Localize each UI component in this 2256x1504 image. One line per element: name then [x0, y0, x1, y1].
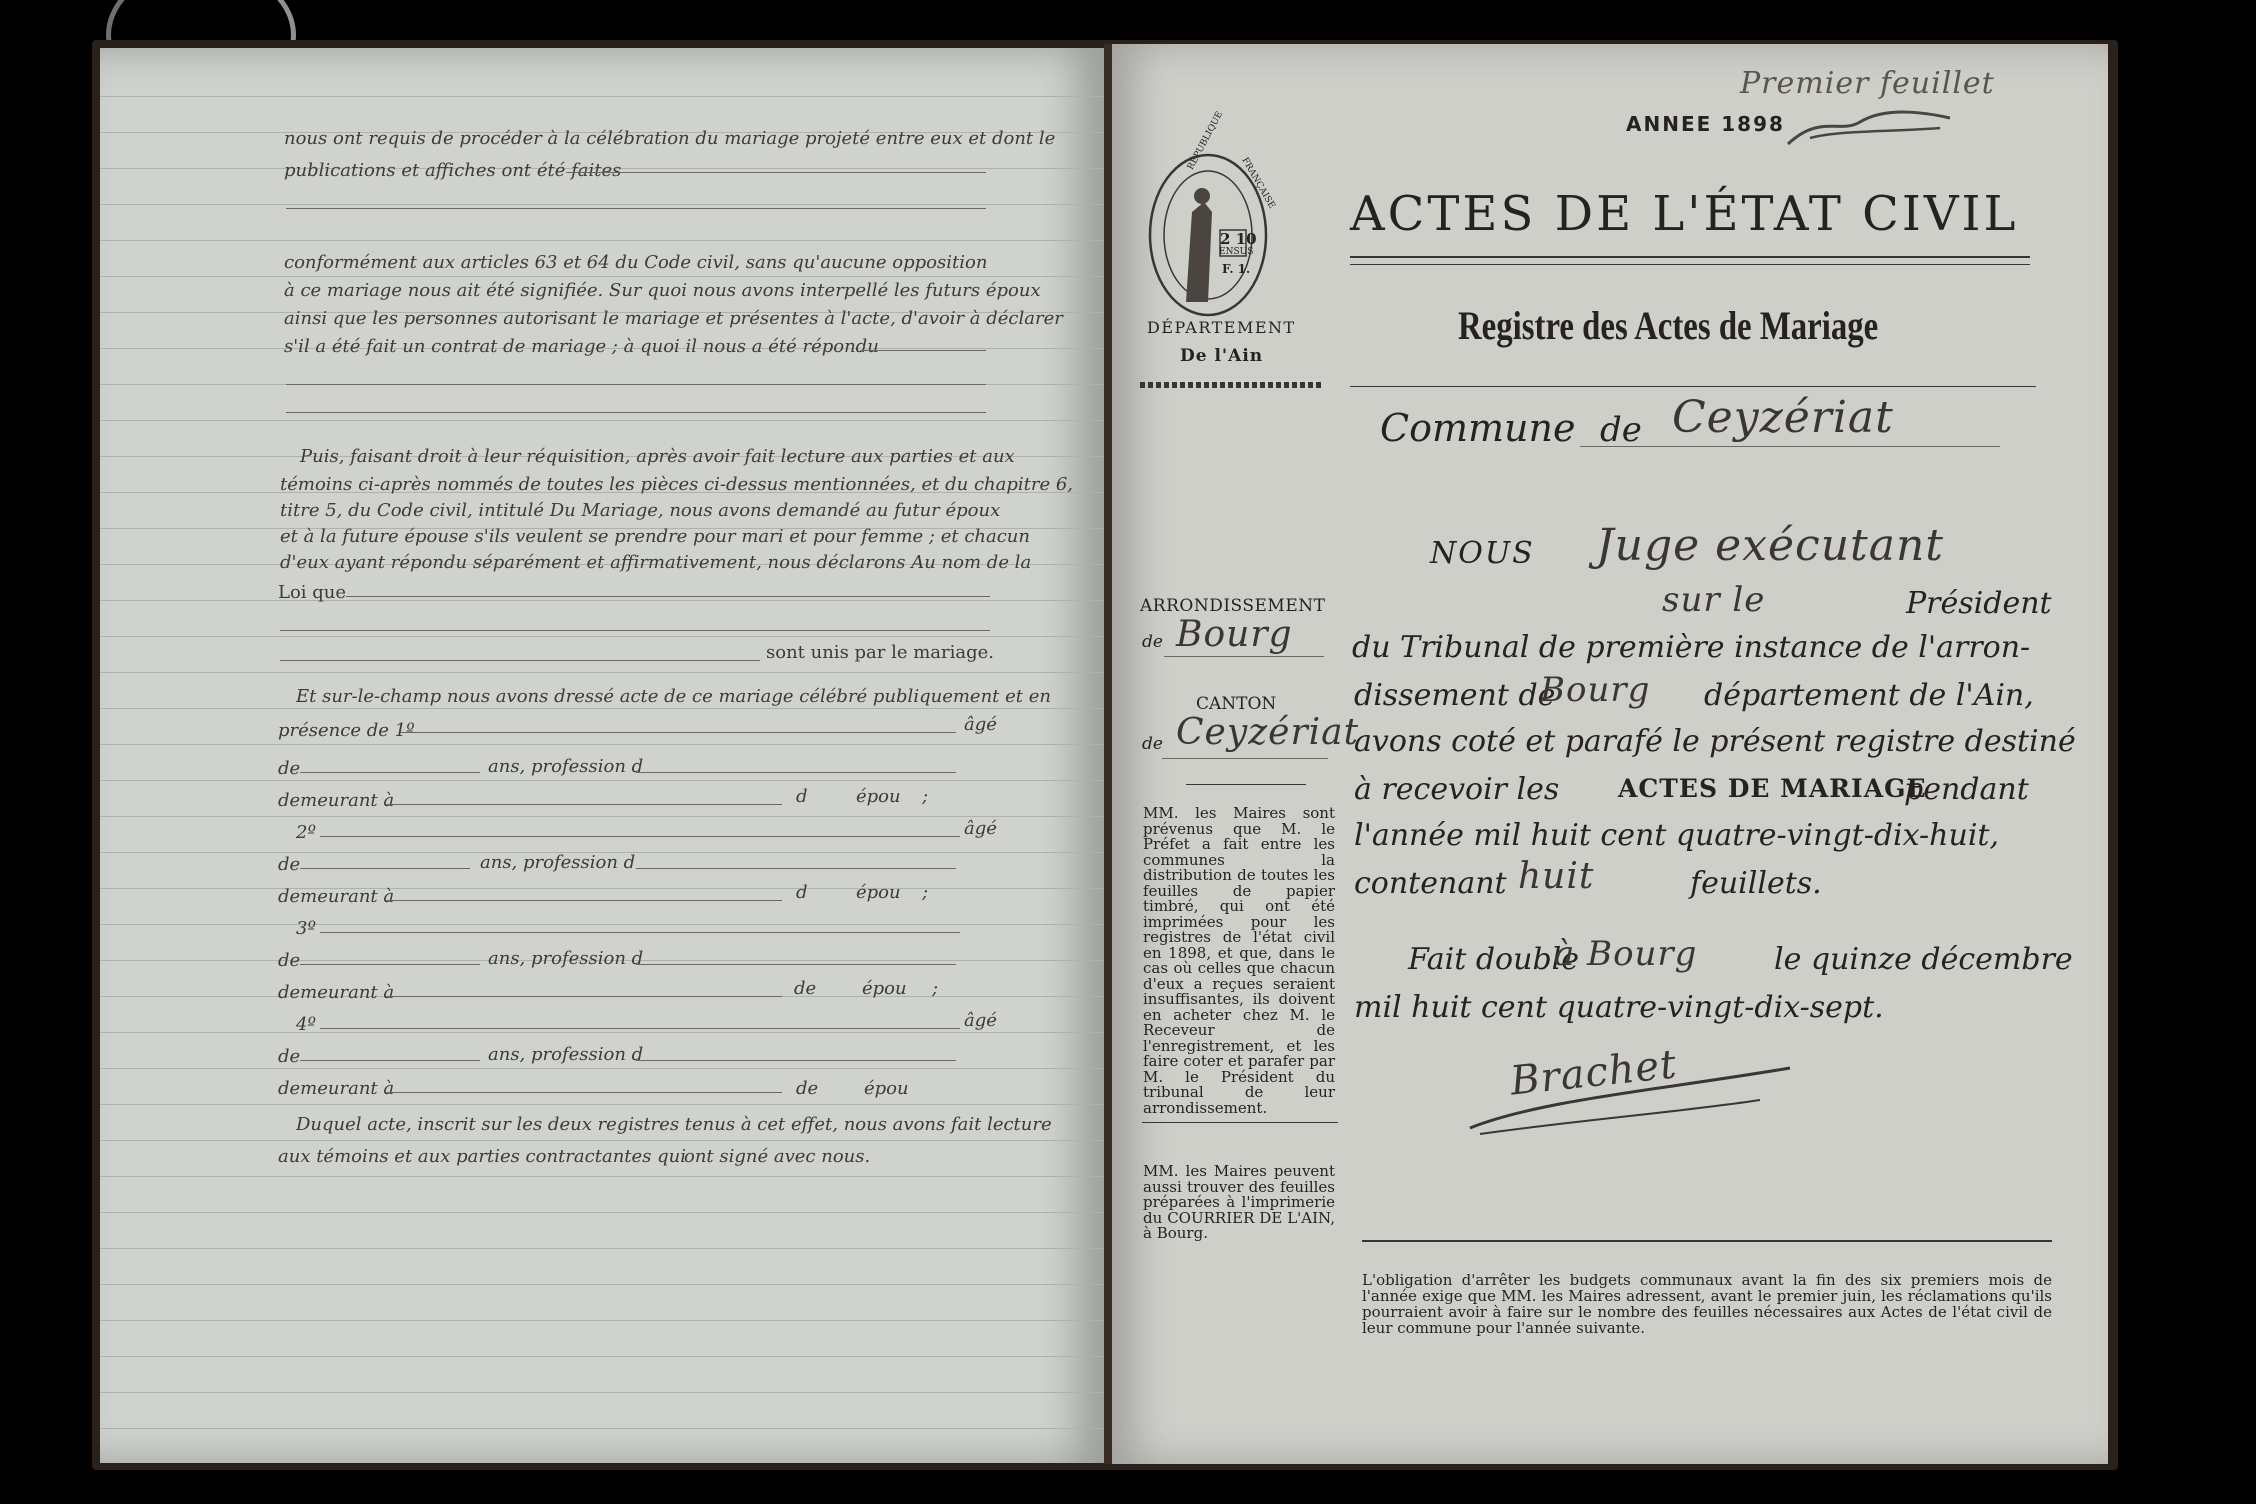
- footer-rule: [1362, 1240, 2052, 1242]
- body-line-4b: pendant: [1904, 772, 2029, 807]
- witness-1-epou: épou: [856, 786, 901, 807]
- nous-handwritten-2: sur le: [1662, 580, 1766, 620]
- left-line-2: publications et affiches ont été faites: [284, 160, 622, 181]
- para2-line-4: s'il a été fait un contrat de mariage ; à quoi il nous a été répondu: [284, 336, 879, 357]
- handwritten-premier-feuillet: Premier feuillet: [1740, 66, 1995, 101]
- left-line-1: nous ont requis de procéder à la célébration du mariage projeté entre eux et dont le: [284, 128, 1056, 149]
- fill-line: [386, 996, 782, 997]
- fill-line: [286, 208, 986, 209]
- fill-line: [636, 772, 956, 773]
- main-title: ACTES DE L'ÉTAT CIVIL: [1350, 186, 2019, 242]
- para3-line-1: Puis, faisant droit à leur réquisition, après avoir fait lecture aux parties et aux: [300, 446, 1015, 467]
- witness-2-d: d: [796, 882, 808, 903]
- register-subtitle: Registre des Actes de Mariage: [1458, 303, 1879, 348]
- stamp-unit: ENSUS: [1219, 247, 1254, 257]
- witness-3-demeurant: demeurant à: [278, 982, 395, 1003]
- witness-3-epou: épou: [862, 978, 907, 999]
- witness-2-de: de: [278, 854, 301, 875]
- witness-1-profession: ans, profession d: [488, 756, 644, 777]
- nous-handwritten-1: Juge exécutant: [1596, 520, 1944, 571]
- arrondissement-de: de: [1142, 632, 1163, 652]
- closing-line-2: aux témoins et aux parties contractantes qui: [278, 1146, 686, 1167]
- witness-4-profession: ans, profession d: [488, 1044, 644, 1065]
- witness-1-demeurant: demeurant à: [278, 790, 395, 811]
- body-handwritten-bourg: Bourg: [1540, 670, 1651, 710]
- mayors-notice: MM. les Maires sont prévenus que M. le Préfet a fait entre les communes la distribution de toutes les feuilles de papier timbré, qui ont été imprimées pour les registres de l'état civil en 1898, et que, dans le cas où celles que chacun d'eux a reçues seraient insuffisantes, ils doivent en acheter chez M. le Receveur de l'enregistrement, et les faire coter et parafer par M. le Président du tribunal de leur arrondissement.: [1143, 804, 1335, 1117]
- para3-line-3: titre 5, du Code civil, intitulé Du Mariage, nous avons demandé au futur époux: [280, 500, 1001, 521]
- witness-1-semicolon: ;: [922, 786, 929, 807]
- unis-text: sont unis par le mariage.: [766, 642, 995, 663]
- fait-double: Fait double: [1408, 942, 1579, 977]
- fait-year: mil huit cent quatre-vingt-dix-sept.: [1354, 990, 1884, 1025]
- book-gutter: [1104, 44, 1112, 1464]
- witness-4-de-short: de: [796, 1078, 819, 1099]
- fill-line: [280, 660, 760, 661]
- president-signature: Brachet: [1508, 1041, 1680, 1105]
- para2-line-3: ainsi que les personnes autorisant le mariage et présentes à l'acte, d'avoir à déclarer: [284, 308, 1063, 329]
- fill-line: [300, 1060, 480, 1061]
- witness-2-number: 2º: [296, 822, 316, 843]
- witness-4-epou: épou: [864, 1078, 909, 1099]
- witness-1-d: d: [796, 786, 808, 807]
- witness-4-demeurant: demeurant à: [278, 1078, 395, 1099]
- body-actes-mariage: ACTES DE MARIAGE: [1618, 774, 1927, 803]
- fill-line: [400, 732, 956, 733]
- commune-handwritten: Ceyzériat: [1672, 392, 1894, 443]
- handwritten-initials: [1780, 104, 1960, 154]
- fill-line: [320, 1028, 960, 1029]
- arrondissement-handwritten: Bourg: [1176, 614, 1293, 655]
- witness-4-age: âgé: [964, 1010, 997, 1031]
- age-label: âgé: [964, 714, 997, 735]
- closing-line-1: Duquel acte, inscrit sur les deux registres tenus à cet effet, nous avons fait lecture: [296, 1114, 1052, 1135]
- commune-label: Commune: [1380, 406, 1576, 450]
- fill-line: [386, 1092, 782, 1093]
- stamp-ring-left: RÉPUBLIQUE: [1186, 110, 1226, 172]
- fill-line: [1162, 758, 1328, 759]
- nous-label: NOUS: [1430, 536, 1535, 571]
- fill-line: [280, 630, 990, 631]
- witness-3-number: 3º: [296, 918, 316, 939]
- subtitle-rule: [1350, 386, 2036, 387]
- fill-line: [860, 350, 986, 351]
- para2-line-1: conformément aux articles 63 et 64 du Code civil, sans qu'aucune opposition: [284, 252, 988, 273]
- witness-4-de: de: [278, 1046, 301, 1067]
- canton-de: de: [1142, 734, 1163, 754]
- fill-line: [346, 596, 990, 597]
- stamp-value: 2 10: [1220, 230, 1257, 248]
- body-line-1: du Tribunal de première instance de l'arron-: [1352, 630, 2031, 665]
- fill-line: [1164, 656, 1324, 657]
- fait-handwritten: à Bourg: [1554, 934, 1698, 974]
- fill-line: [300, 868, 470, 869]
- fill-line: [636, 964, 956, 965]
- body-handwritten-huit: huit: [1518, 856, 1595, 897]
- body-line-2b: département de l'Ain,: [1704, 678, 2034, 713]
- fait-date: le quinze décembre: [1774, 942, 2073, 977]
- signature-flourish: [1460, 1060, 1800, 1140]
- fill-line: [636, 868, 956, 869]
- body-line-4a: à recevoir les: [1354, 772, 1560, 807]
- canton-label: CANTON: [1196, 694, 1277, 714]
- para3-line-5: d'eux ayant répondu séparément et affirmativement, nous déclarons Au nom de la: [280, 552, 1032, 573]
- loi-que-label: Loi que: [278, 582, 347, 603]
- witness-1-de: de: [278, 758, 301, 779]
- witness-4-number: 4º: [296, 1014, 316, 1035]
- fill-line: [386, 804, 782, 805]
- witness-3-de-short: de: [794, 978, 817, 999]
- arrondissement-label: ARRONDISSEMENT: [1140, 596, 1326, 616]
- witness-3-de: de: [278, 950, 301, 971]
- fill-line: [300, 964, 480, 965]
- witness-2-age: âgé: [964, 818, 997, 839]
- closing-line-3: ont signé avec nous.: [684, 1146, 871, 1167]
- fill-line: [1580, 446, 2000, 447]
- witness-3-semicolon: ;: [932, 978, 939, 999]
- departement-name: De l'Ain: [1180, 346, 1264, 366]
- canton-rule: [1186, 784, 1306, 785]
- fill-line: [320, 836, 960, 837]
- para3-line-2: témoins ci-après nommés de toutes les pièces ci-dessus mentionnées, et du chapitre 6,: [280, 474, 1074, 495]
- body-line-5: l'année mil huit cent quatre-vingt-dix-huit,: [1354, 818, 1999, 853]
- stamp-ring-right: FRANÇAISE: [1239, 156, 1277, 211]
- body-line-6a: contenant: [1354, 866, 1507, 901]
- para4-line-2: présence de 1º: [278, 720, 415, 741]
- witness-3-profession: ans, profession d: [488, 948, 644, 969]
- body-line-6b: feuillets.: [1690, 866, 1822, 901]
- canton-handwritten: Ceyzériat: [1176, 712, 1360, 753]
- president-label: Président: [1906, 586, 2052, 621]
- stamp-f: F. 1.: [1222, 262, 1251, 276]
- para3-line-4: et à la future épouse s'ils veulent se prendre pour mari et pour femme ; et chacun: [280, 526, 1030, 547]
- body-line-2a: dissement de: [1354, 678, 1556, 713]
- para4-line-1: Et sur-le-champ nous avons dressé acte de ce mariage célébré publiquement et en: [296, 686, 1051, 707]
- notice-rule: [1142, 1122, 1338, 1123]
- witness-2-semicolon: ;: [922, 882, 929, 903]
- fill-line: [320, 932, 960, 933]
- footer-notice: L'obligation d'arrêter les budgets communaux avant la fin des six premiers mois de l'année exige que MM. les Maires adressent, avant le premier juin, les réclamations qu'ils pourraient avoir à faire sur le nombre des feuilles nécessaires aux Actes de l'état civil de leur commune pour l'année suivante.: [1362, 1271, 2052, 1337]
- fill-line: [636, 1060, 956, 1061]
- witness-2-profession: ans, profession d: [480, 852, 636, 873]
- witness-2-demeurant: demeurant à: [278, 886, 395, 907]
- body-line-3: avons coté et parafé le présent registre destiné: [1354, 724, 2076, 759]
- imprimerie-notice: MM. les Maires peuvent aussi trouver des feuilles préparées à l'imprimerie du COURRIER DE L'AIN, à Bourg.: [1143, 1162, 1335, 1242]
- fill-line: [566, 172, 986, 173]
- fill-line: [386, 900, 782, 901]
- title-rule-2: [1350, 264, 2030, 265]
- fill-line: [300, 772, 480, 773]
- title-rule-1: [1350, 256, 2030, 258]
- witness-2-epou: épou: [856, 882, 901, 903]
- ornamental-rule: [1140, 382, 1324, 388]
- fill-line: [286, 384, 986, 385]
- para2-line-2: à ce mariage nous ait été signifiée. Sur quoi nous avons interpellé les futurs époux: [284, 280, 1041, 301]
- departement-label: DÉPARTEMENT: [1147, 318, 1296, 337]
- fill-line: [286, 412, 986, 413]
- annee-label: ANNEE 1898: [1626, 112, 1785, 136]
- commune-de: de: [1600, 410, 1642, 450]
